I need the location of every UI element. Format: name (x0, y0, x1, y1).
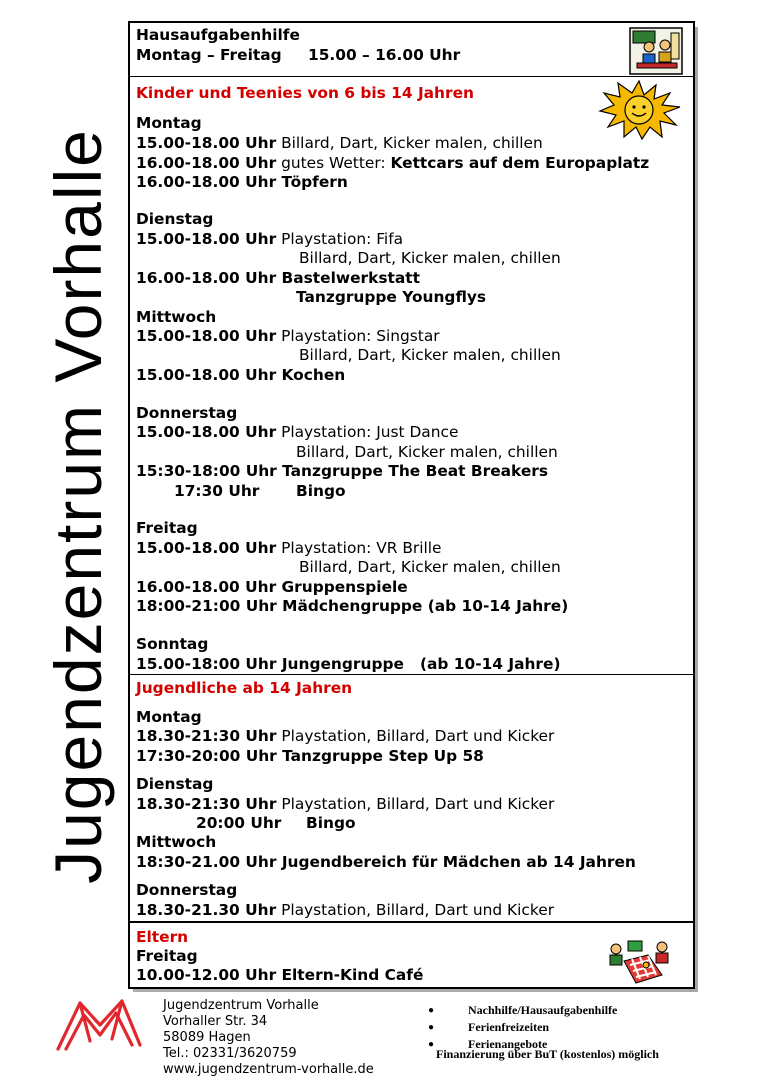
homework-time-line (136, 45, 461, 65)
youth-tu-entry-1 (136, 794, 554, 814)
kids-we-entry-2 (136, 365, 345, 385)
kids-monday: Montag (136, 114, 202, 132)
kids-th-entry-1 (136, 422, 458, 442)
entry-text: Jungengruppe (ab 10-14 Jahre) (281, 655, 561, 673)
entry-text: Playstation: Fifa (281, 230, 404, 248)
entry-text: Tanzgruppe Step Up 58 (282, 747, 484, 765)
picnic-icon (606, 935, 676, 985)
address-line: Jugendzentrum Vorhalle (163, 998, 319, 1013)
divider (130, 76, 693, 77)
entry-text: Kochen (281, 366, 346, 384)
entry-time: 16.00-18.00 Uhr (136, 578, 277, 596)
footer-address (163, 998, 374, 1078)
jugendzentrum-logo (50, 995, 154, 1055)
entry-text: Playstation: Just Dance (281, 423, 459, 441)
youth-mo-entry-2 (136, 746, 484, 766)
bullet-icon: ● (428, 1005, 435, 1016)
parents-entry (136, 965, 423, 985)
homework-days: Montag – Freitag (136, 46, 282, 64)
entry-time: 15.00-18.00 Uhr (136, 230, 277, 248)
kids-tuesday: Dienstag (136, 210, 214, 228)
kids-mo-entry-2 (136, 153, 649, 173)
entry-time: 18:30-21.00 Uhr (136, 853, 277, 871)
schedule-box (128, 21, 695, 989)
kids-sunday: Sonntag (136, 635, 209, 653)
kids-tu-entry-1 (136, 229, 403, 249)
entry-text: Bastelwerkstatt (281, 269, 420, 287)
entry-time: 17:30 Uhr (174, 482, 260, 500)
homework-kids-icon (629, 27, 683, 75)
entry-time: 15:30-18:00 Uhr (136, 462, 277, 480)
entry-text: Gruppenspiele (281, 578, 408, 596)
entry-time: 16.00-18.00 Uhr (136, 154, 277, 172)
parents-day: Freitag (136, 947, 198, 965)
entry-time: 15.00-18:00 Uhr (136, 655, 277, 673)
bullet-icon: ● (428, 1022, 435, 1033)
address-website[interactable]: www.jugendzentrum-vorhalle.de (163, 1062, 374, 1077)
kids-th-entry-2 (136, 461, 548, 481)
entry-time: 18.30-21:30 Uhr (136, 727, 277, 745)
kids-tu-entry-2 (136, 268, 420, 288)
entry-text: Bingo (306, 814, 356, 832)
entry-text: Playstation, Billard, Dart und Kicker (281, 901, 555, 919)
divider (130, 921, 693, 923)
entry-prefix: gutes Wetter: (281, 154, 386, 172)
entry-time: 15.00-18.00 Uhr (136, 366, 277, 384)
divider (130, 674, 693, 675)
entry-time: 15.00-18.00 Uhr (136, 539, 277, 557)
kids-mo-entry-3 (136, 172, 348, 192)
entry-text: Mädchengruppe (ab 10-14 Jahre) (282, 597, 569, 615)
kids-wednesday: Mittwoch (136, 308, 217, 326)
kids-we-entry-1 (136, 326, 440, 346)
entry-time: 16.00-18.00 Uhr (136, 269, 277, 287)
entry-text: Bingo (296, 482, 346, 500)
youth-wednesday: Mittwoch (136, 833, 217, 851)
offer-label: Nachhilfe/Hausaufgabenhilfe (468, 1003, 618, 1017)
entry-text: Billard, Dart, Kicker malen, chillen (296, 443, 558, 461)
parents-header: Eltern (136, 928, 189, 946)
kids-mo-entry-1 (136, 133, 543, 153)
entry-text: Playstation, Billard, Dart und Kicker (281, 795, 555, 813)
kids-thursday: Donnerstag (136, 404, 238, 422)
entry-time: 15.00-18.00 Uhr (136, 134, 277, 152)
youth-tuesday: Dienstag (136, 775, 214, 793)
entry-text: Billard, Dart, Kicker malen, chillen (299, 249, 561, 267)
kids-fr-entry-2 (136, 577, 408, 597)
entry-text: Eltern-Kind Café (281, 966, 424, 984)
entry-time: 18:00-21:00 Uhr (136, 597, 277, 615)
entry-text: Jugendbereich für Mädchen ab 14 Jahren (281, 853, 636, 871)
financing-note: Finanzierung über BuT (kostenlos) möglich (436, 1047, 659, 1061)
address-line: 58089 Hagen (163, 1030, 251, 1045)
entry-time: 18.30-21:30 Uhr (136, 795, 277, 813)
youth-header: Jugendliche ab 14 Jahren (136, 679, 353, 697)
offer-label: Ferienfreizeiten (468, 1020, 550, 1034)
entry-time: 18.30-21.30 Uhr (136, 901, 277, 919)
kids-friday: Freitag (136, 519, 198, 537)
entry-time: 15.00-18.00 Uhr (136, 327, 277, 345)
offer-label: Ferienangebote (468, 1037, 548, 1051)
entry-text: Töpfern (281, 173, 348, 191)
entry-time: 10.00-12.00 Uhr (136, 966, 277, 984)
entry-time: 15.00-18.00 Uhr (136, 423, 277, 441)
youth-thursday: Donnerstag (136, 881, 238, 899)
entry-text: Kettcars auf dem Europaplatz (390, 154, 650, 172)
entry-time: 20:00 Uhr (196, 814, 282, 832)
kids-header: Kinder und Teenies von 6 bis 14 Jahren (136, 84, 474, 102)
entry-time: 17:30-20:00 Uhr (136, 747, 277, 765)
kids-fr-entry-3 (136, 596, 568, 616)
entry-text: Tanzgruppe Youngflys (296, 288, 487, 306)
sun-icon (596, 79, 682, 141)
entry-text: Billard, Dart, Kicker malen, chillen (299, 558, 561, 576)
address-line: Vorhaller Str. 34 (163, 1014, 268, 1029)
entry-text: Playstation: VR Brille (281, 539, 442, 557)
address-phone: Tel.: 02331/3620759 (163, 1046, 297, 1061)
kids-fr-entry-1 (136, 538, 442, 558)
youth-we-entry-1 (136, 852, 636, 872)
entry-text: Billard, Dart, Kicker malen, chillen (281, 134, 543, 152)
kids-su-entry-1 (136, 654, 561, 674)
entry-text: Billard, Dart, Kicker malen, chillen (299, 346, 561, 364)
youth-th-entry-1 (136, 900, 554, 920)
entry-time: 16.00-18.00 Uhr (136, 173, 277, 191)
entry-text: Tanzgruppe The Beat Breakers (282, 462, 549, 480)
youth-mo-entry-1 (136, 726, 554, 746)
entry-text: Playstation: Singstar (281, 327, 440, 345)
homework-title: Hausaufgabenhilfe (136, 26, 300, 44)
bullet-icon: ● (428, 1039, 435, 1050)
vertical-title: Jugendzentrum Vorhalle (41, 128, 115, 884)
homework-time: 15.00 – 16.00 Uhr (308, 46, 461, 64)
entry-text: Playstation, Billard, Dart und Kicker (281, 727, 555, 745)
youth-monday: Montag (136, 708, 202, 726)
